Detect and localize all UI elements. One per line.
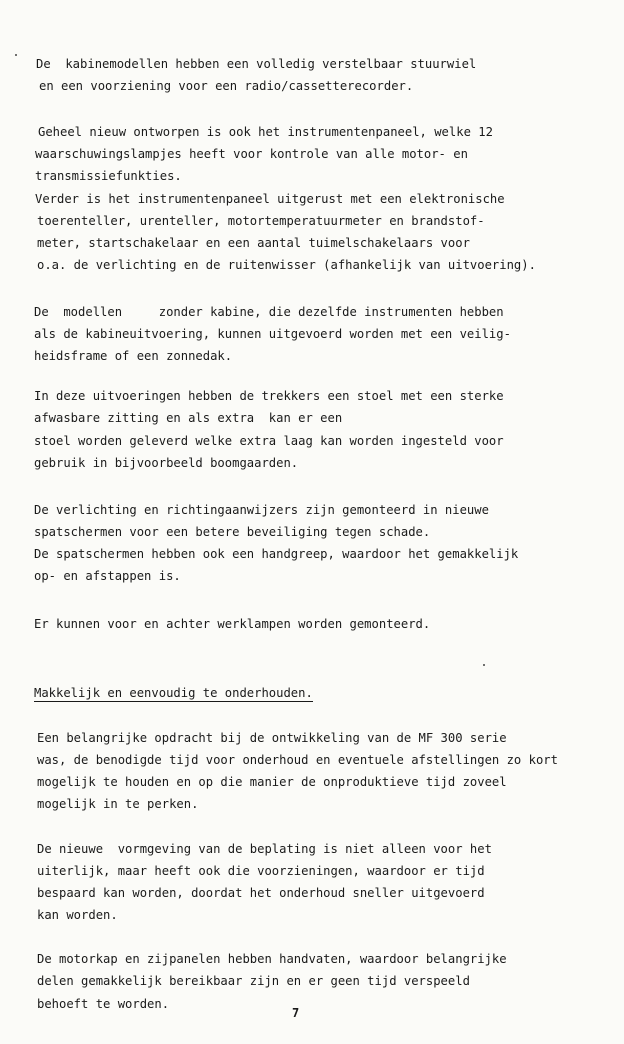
text-line: meter, startschakelaar en een aantal tuimelschakelaars voor bbox=[37, 236, 470, 250]
text-line: De modellen zonder kabine, die dezelfde instrumenten hebben bbox=[34, 305, 504, 319]
text-line: uiterlijk, maar heeft ook die voorzieningen, waardoor er tijd bbox=[37, 864, 485, 878]
text-line: De verlichting en richtingaanwijzers zijn gemonteerd in nieuwe bbox=[34, 503, 489, 517]
text-line: o.a. de verlichting en de ruitenwisser (afhankelijk van uitvoering). bbox=[37, 258, 536, 272]
text-line: mogelijk in te perken. bbox=[37, 797, 199, 811]
scan-speck bbox=[483, 664, 485, 666]
text-line: Een belangrijke opdracht bij de ontwikkeling van de MF 300 serie bbox=[37, 731, 507, 745]
text-line: Verder is het instrumentenpaneel uitgerust met een elektronische bbox=[35, 192, 505, 206]
text-line: transmissiefunkties. bbox=[35, 169, 182, 183]
text-line: en een voorziening voor een radio/cassetterecorder. bbox=[39, 79, 414, 93]
text-line: heidsframe of een zonnedak. bbox=[34, 349, 233, 363]
text-line: Geheel nieuw ontworpen is ook het instrumentenpaneel, welke 12 bbox=[38, 125, 493, 139]
text-line: kan worden. bbox=[37, 908, 118, 922]
text-line: was, de benodigde tijd voor onderhoud en eventuele afstellingen zo kort bbox=[37, 753, 558, 767]
text-line: mogelijk te houden en op die manier de onproduktieve tijd zoveel bbox=[37, 775, 507, 789]
text-line: De nieuwe vormgeving van de beplating is niet alleen voor het bbox=[37, 842, 492, 856]
section-heading: Makkelijk en eenvoudig te onderhouden. bbox=[34, 686, 313, 700]
text-line: gebruik in bijvoorbeeld boomgaarden. bbox=[34, 456, 299, 470]
text-line: op- en afstappen is. bbox=[34, 569, 181, 583]
text-line: In deze uitvoeringen hebben de trekkers een stoel met een sterke bbox=[34, 389, 504, 403]
text-line: delen gemakkelijk bereikbaar zijn en er geen tijd verspeeld bbox=[37, 974, 470, 988]
text-line: behoeft te worden. bbox=[37, 997, 170, 1011]
text-line: De motorkap en zijpanelen hebben handvaten, waardoor belangrijke bbox=[37, 952, 507, 966]
text-line: De spatschermen hebben ook een handgreep, waardoor het gemakkelijk bbox=[34, 547, 519, 561]
page-number: 7 bbox=[292, 1006, 300, 1020]
text-line: spatschermen voor een betere beveiliging tegen schade. bbox=[34, 525, 431, 539]
text-line: bespaard kan worden, doordat het onderhoud sneller uitgevoerd bbox=[37, 886, 485, 900]
text-line: toerenteller, urenteller, motortemperatuurmeter en brandstof- bbox=[37, 214, 485, 228]
text-line: Er kunnen voor en achter werklampen worden gemonteerd. bbox=[34, 617, 431, 631]
scan-speck bbox=[15, 54, 17, 56]
text-line: afwasbare zitting en als extra kan er een bbox=[34, 411, 343, 425]
text-line: stoel worden geleverd welke extra laag kan worden ingesteld voor bbox=[34, 434, 504, 448]
text-line: De kabinemodellen hebben een volledig verstelbaar stuurwiel bbox=[36, 57, 477, 71]
text-line: waarschuwingslampjes heeft voor kontrole van alle motor- en bbox=[35, 147, 468, 161]
text-line: als de kabineuitvoering, kunnen uitgevoerd worden met een veilig- bbox=[34, 327, 511, 341]
